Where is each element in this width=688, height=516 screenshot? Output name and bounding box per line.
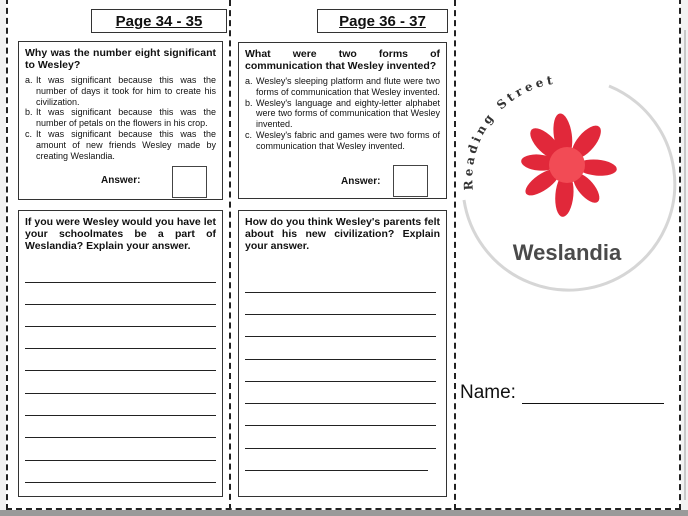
writing-line xyxy=(25,393,216,394)
answer-label: Answer: xyxy=(101,175,141,186)
writing-line xyxy=(25,304,216,305)
writing-line xyxy=(245,470,428,471)
writing-line xyxy=(25,482,216,483)
question-text: If you were Wesley would you have let your schoolmates be a part of Weslandia? Explain your answer. xyxy=(25,216,216,252)
page-title-36-37: Page 36 - 37 xyxy=(317,9,448,33)
question-box-eight xyxy=(18,41,223,200)
writing-line xyxy=(245,336,436,337)
fold-line-2 xyxy=(454,0,456,510)
option-b: b. Wesley's language and eighty-letter alphabet were two forms of communication that Wesley invented. xyxy=(245,97,440,130)
name-input-line[interactable] xyxy=(522,385,664,404)
writing-line xyxy=(245,403,436,404)
question-text: How do you think Wesley's parents felt about his new civilization? Explain your answer. xyxy=(245,216,440,252)
writing-line xyxy=(25,326,216,327)
writing-line xyxy=(25,415,216,416)
option-b: b. It was significant because this was the number of petals on the flowers in his crop. xyxy=(25,107,216,129)
writing-line xyxy=(25,282,216,283)
writing-line xyxy=(245,292,436,293)
fold-line-1 xyxy=(229,0,231,510)
question-text: Why was the number eight significant to Wesley? xyxy=(25,47,216,71)
question-box-communication xyxy=(238,42,447,199)
question-box-schoolmates xyxy=(18,210,223,497)
name-label: Name: xyxy=(460,382,516,403)
page-title-34-35: Page 34 - 35 xyxy=(91,9,227,33)
writing-line xyxy=(245,359,436,360)
page-bottom-shadow xyxy=(0,510,688,516)
answer-input-box[interactable] xyxy=(393,165,428,197)
option-a: a. Wesley's sleeping platform and flute were two forms of communication that Wesley invented. xyxy=(245,76,440,97)
answer-options xyxy=(25,75,216,161)
writing-line xyxy=(25,370,216,371)
adjacent-page-edge xyxy=(684,30,686,500)
flower-icon xyxy=(520,112,617,217)
question-text: What were two forms of communication that Wesley invented? xyxy=(245,48,440,72)
option-c: c. Wesley's fabric and games were two forms of communication that Wesley invented. xyxy=(245,129,440,151)
answer-options xyxy=(245,76,440,152)
writing-line xyxy=(245,448,436,449)
name-field xyxy=(460,382,664,404)
writing-line xyxy=(245,314,436,315)
writing-line xyxy=(245,381,436,382)
series-title: Reading Street xyxy=(461,72,557,191)
writing-line xyxy=(245,425,436,426)
answer-input-box[interactable] xyxy=(172,166,207,198)
writing-line xyxy=(25,460,216,461)
option-a: a. It was significant because this was the number of days it took for him to create his civilization. xyxy=(25,75,216,107)
option-c: c. It was significant because this was the amount of new friends Wesley made by creating Weslandia. xyxy=(25,128,216,161)
writing-line xyxy=(25,348,216,349)
question-box-parents xyxy=(238,210,447,497)
writing-line xyxy=(25,437,216,438)
book-title: Weslandia xyxy=(512,240,622,265)
answer-label: Answer: xyxy=(341,176,381,187)
